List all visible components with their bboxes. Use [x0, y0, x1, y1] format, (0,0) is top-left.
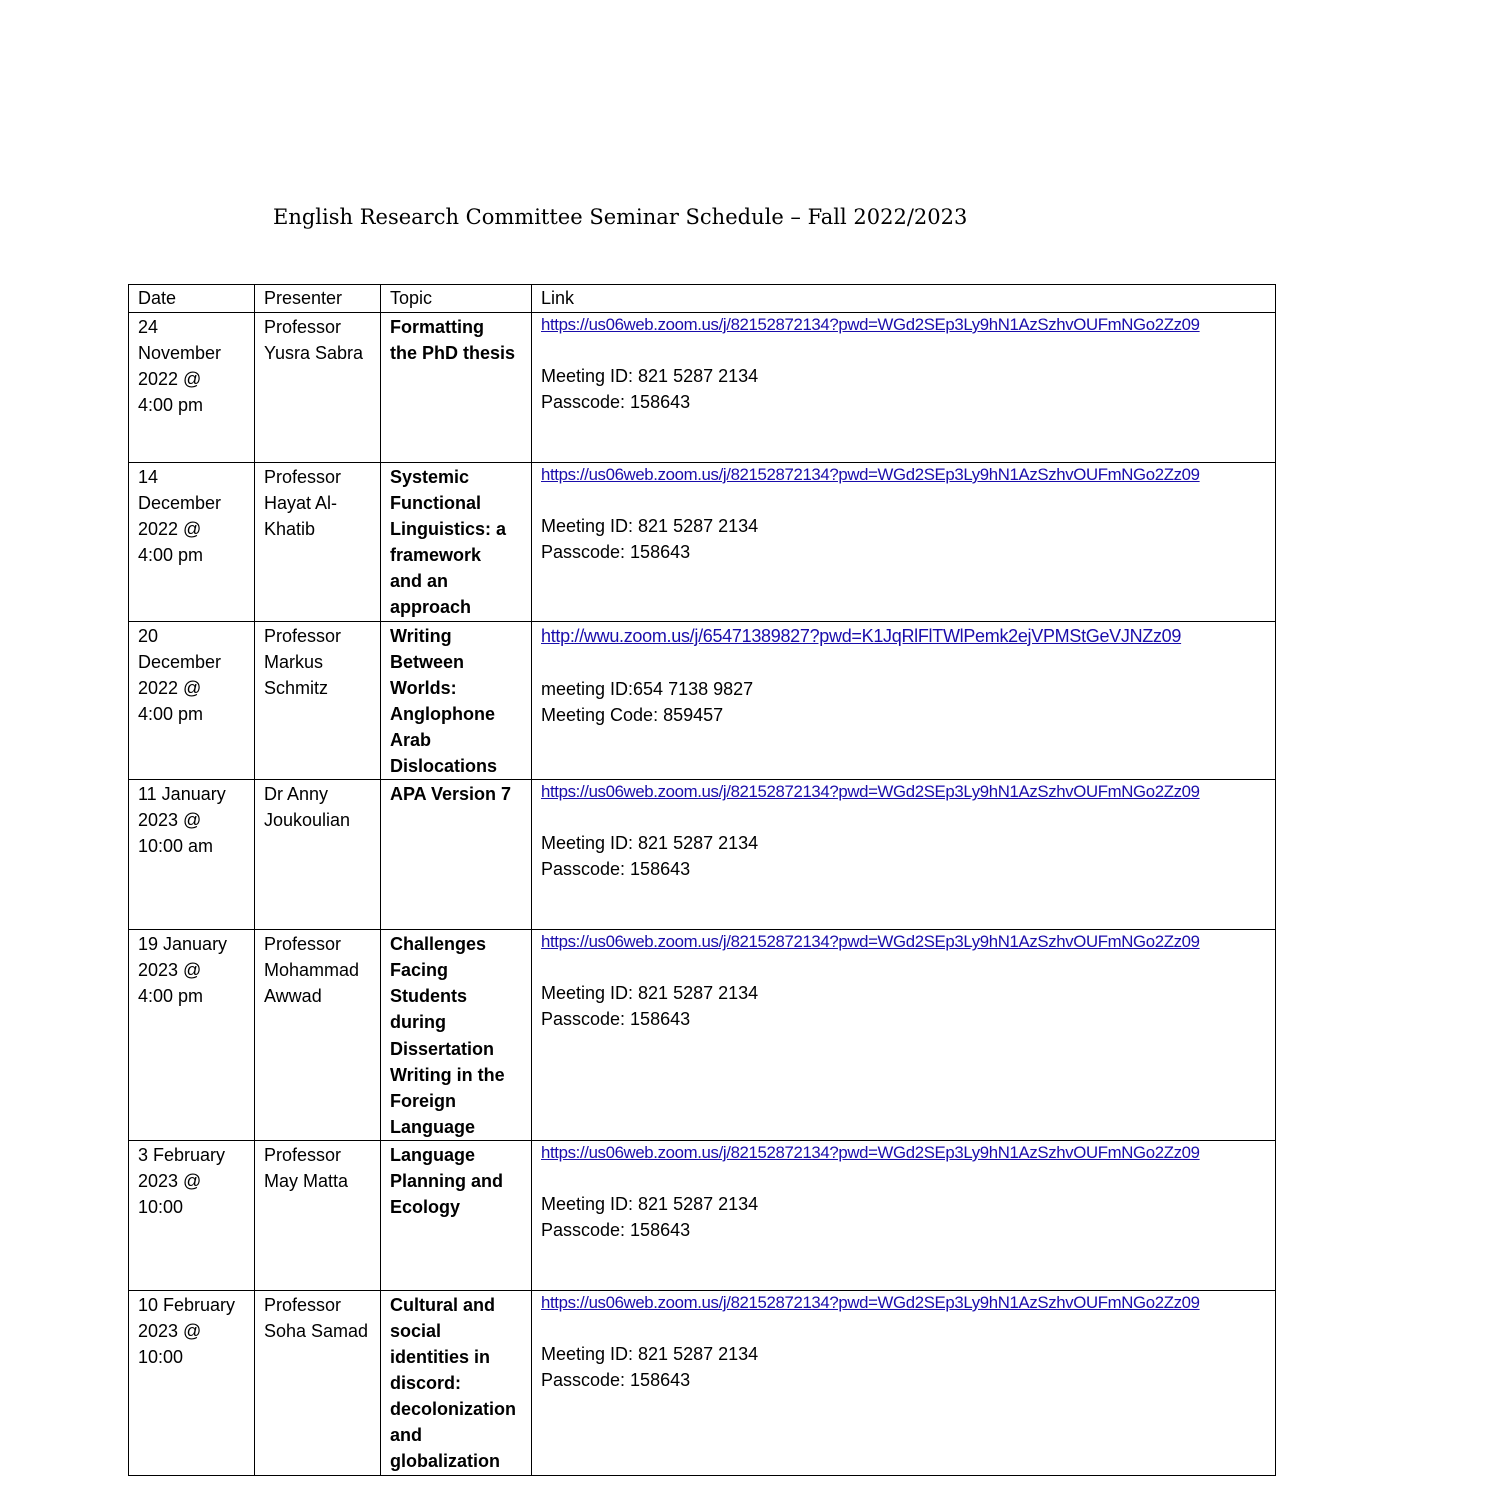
topic-cell [381, 463, 532, 622]
presenter-line: Awwad [264, 986, 322, 1007]
topic-line: decolonization [390, 1399, 516, 1420]
topic-line: social [390, 1320, 442, 1341]
topic-line: Functional [390, 493, 481, 514]
topic-line: Ecology [390, 1197, 461, 1218]
zoom-link[interactable]: https://us06web.zoom.us/j/82152872134?pwd=WGd2SEp3Ly9hN1AzSzhvOUFmNGo2Zz09 [541, 782, 1200, 802]
presenter-line: Joukoulian [264, 810, 351, 831]
presenter-cell [255, 463, 381, 622]
topic-line: Planning and [390, 1170, 504, 1191]
topic-cell [381, 780, 532, 930]
date-cell [129, 621, 255, 780]
topic-line: and an [390, 571, 449, 592]
date-line: 19 January [138, 934, 228, 955]
meeting-id: Meeting ID: 821 5287 2134 [541, 1343, 759, 1364]
topic-line: Language [390, 1144, 476, 1165]
topic-line: identities in [390, 1347, 491, 1368]
topic-line: Worlds: [390, 677, 457, 698]
meeting-id: Meeting ID: 821 5287 2134 [541, 366, 759, 386]
meeting-id: Meeting ID: 821 5287 2134 [541, 516, 759, 536]
date-line: 2023 @ [138, 810, 202, 831]
date-cell [129, 463, 255, 622]
passcode: Passcode: 158643 [541, 1009, 691, 1030]
topic-cell [381, 621, 532, 780]
document-title: English Research Committee Seminar Schedule – Fall 2022/2023 [273, 205, 968, 229]
presenter-line: May Matta [264, 1170, 349, 1191]
date-line: December [138, 651, 222, 672]
presenter-line: Yusra Sabra [264, 343, 364, 364]
date-line: 14 [138, 467, 159, 487]
topic-line: Dissertation [390, 1038, 495, 1059]
presenter-cell [255, 930, 381, 1141]
presenter-cell [255, 621, 381, 780]
date-line: 4:00 pm [138, 395, 204, 416]
topic-cell [381, 1290, 532, 1475]
table-row [129, 463, 1276, 622]
presenter-cell [255, 1140, 381, 1290]
date-line: 4:00 pm [138, 703, 204, 724]
date-line: 24 [138, 317, 159, 337]
presenter-line: Dr Anny [264, 784, 329, 805]
zoom-link[interactable]: https://us06web.zoom.us/j/82152872134?pwd=WGd2SEp3Ly9hN1AzSzhvOUFmNGo2Zz09 [541, 1292, 1200, 1312]
presenter-cell [255, 1290, 381, 1475]
topic-cell [381, 930, 532, 1141]
date-line: 2023 @ [138, 1320, 202, 1341]
topic-line: the PhD thesis [390, 343, 516, 364]
meeting-id: Meeting ID: 821 5287 2134 [541, 833, 759, 854]
date-line: 10:00 [138, 1197, 184, 1218]
date-line: 4:00 pm [138, 545, 204, 566]
topic-line: Linguistics: a [390, 519, 507, 540]
header-topic: Topic [381, 285, 532, 313]
date-line: December [138, 493, 222, 514]
header-link: Link [532, 285, 1276, 313]
presenter-line: Professor [264, 1144, 342, 1165]
link-cell [532, 1290, 1276, 1475]
topic-line: Foreign [390, 1090, 456, 1111]
table-row [129, 1290, 1276, 1475]
topic-line: Writing in the [390, 1064, 505, 1085]
date-line: November [138, 343, 222, 364]
date-line: 4:00 pm [138, 986, 204, 1007]
topic-line: Arab [390, 729, 432, 750]
date-line: 10:00 am [138, 836, 214, 857]
topic-line: Cultural and [390, 1294, 496, 1315]
date-line: 10:00 [138, 1347, 184, 1368]
presenter-cell [255, 780, 381, 930]
topic-line: Anglophone [390, 703, 495, 724]
presenter-line: Professor [264, 934, 342, 955]
passcode: Passcode: 158643 [541, 392, 691, 412]
presenter-line: Professor [264, 467, 342, 487]
zoom-link[interactable]: https://us06web.zoom.us/j/82152872134?pwd=WGd2SEp3Ly9hN1AzSzhvOUFmNGo2Zz09 [541, 1142, 1200, 1162]
passcode: Passcode: 158643 [541, 1369, 691, 1390]
date-line: 11 January [138, 784, 226, 805]
link-cell [532, 930, 1276, 1141]
topic-line: APA Version 7 [390, 784, 512, 805]
link-cell [532, 780, 1276, 930]
table-row [129, 780, 1276, 930]
presenter-line: Professor [264, 317, 342, 337]
link-cell [532, 313, 1276, 463]
topic-line: Systemic [390, 467, 470, 487]
seminar-schedule-table [128, 284, 1276, 1476]
date-cell [129, 780, 255, 930]
presenter-line: Hayat Al- [264, 493, 338, 514]
topic-line: Dislocations [390, 756, 498, 777]
date-line: 2023 @ [138, 1170, 202, 1191]
table-row [129, 1140, 1276, 1290]
topic-line: globalization [390, 1451, 500, 1472]
link-cell [532, 1140, 1276, 1290]
topic-line: and [390, 1425, 423, 1446]
date-cell [129, 1290, 255, 1475]
meeting-id: meeting ID:654 7138 9827 [541, 678, 754, 699]
date-line: 2022 @ [138, 519, 202, 540]
presenter-line: Mohammad [264, 960, 360, 981]
topic-line: discord: [390, 1373, 462, 1394]
date-line: 2022 @ [138, 369, 202, 390]
topic-cell [381, 1140, 532, 1290]
table-row [129, 621, 1276, 780]
zoom-link[interactable]: https://us06web.zoom.us/j/82152872134?pwd=WGd2SEp3Ly9hN1AzSzhvOUFmNGo2Zz09 [541, 932, 1200, 952]
table-header-row [129, 285, 1276, 313]
date-line: 10 February [138, 1294, 236, 1315]
link-cell [532, 621, 1276, 780]
topic-line: Language [390, 1116, 476, 1137]
topic-cell [381, 313, 532, 463]
date-cell [129, 313, 255, 463]
passcode: Passcode: 158643 [541, 859, 691, 880]
passcode: Passcode: 158643 [541, 542, 691, 562]
date-line: 3 February [138, 1144, 226, 1165]
presenter-line: Markus [264, 651, 324, 672]
topic-line: Writing [390, 625, 452, 646]
presenter-line: Schmitz [264, 677, 329, 698]
zoom-link[interactable]: http://wwu.zoom.us/j/65471389827?pwd=K1JqRlFlTWlPemk2ejVPMStGeVJNZz09 [541, 625, 1182, 646]
presenter-line: Professor [264, 1294, 342, 1315]
topic-line: approach [390, 597, 472, 618]
topic-line: Students [390, 986, 468, 1007]
topic-line: Facing [390, 960, 449, 981]
topic-line: Formatting [390, 317, 484, 337]
header-presenter: Presenter [255, 285, 381, 313]
zoom-link[interactable]: https://us06web.zoom.us/j/82152872134?pwd=WGd2SEp3Ly9hN1AzSzhvOUFmNGo2Zz09 [541, 315, 1200, 334]
table-row [129, 313, 1276, 463]
table-row [129, 930, 1276, 1141]
zoom-link[interactable]: https://us06web.zoom.us/j/82152872134?pwd=WGd2SEp3Ly9hN1AzSzhvOUFmNGo2Zz09 [541, 465, 1200, 484]
presenter-line: Professor [264, 625, 342, 646]
presenter-line: Soha Samad [264, 1320, 369, 1341]
topic-line: Challenges [390, 934, 487, 955]
topic-line: framework [390, 545, 482, 566]
topic-line: during [390, 1012, 446, 1033]
topic-line: Between [390, 651, 465, 672]
passcode: Passcode: 158643 [541, 1219, 691, 1240]
date-cell [129, 930, 255, 1141]
date-line: 20 [138, 625, 159, 646]
date-line: 2022 @ [138, 677, 202, 698]
presenter-line: Khatib [264, 519, 316, 540]
passcode: Meeting Code: 859457 [541, 704, 724, 725]
date-cell [129, 1140, 255, 1290]
presenter-cell [255, 313, 381, 463]
header-date: Date [129, 285, 255, 313]
date-line: 2023 @ [138, 960, 202, 981]
meeting-id: Meeting ID: 821 5287 2134 [541, 1193, 759, 1214]
link-cell [532, 463, 1276, 622]
meeting-id: Meeting ID: 821 5287 2134 [541, 983, 759, 1004]
